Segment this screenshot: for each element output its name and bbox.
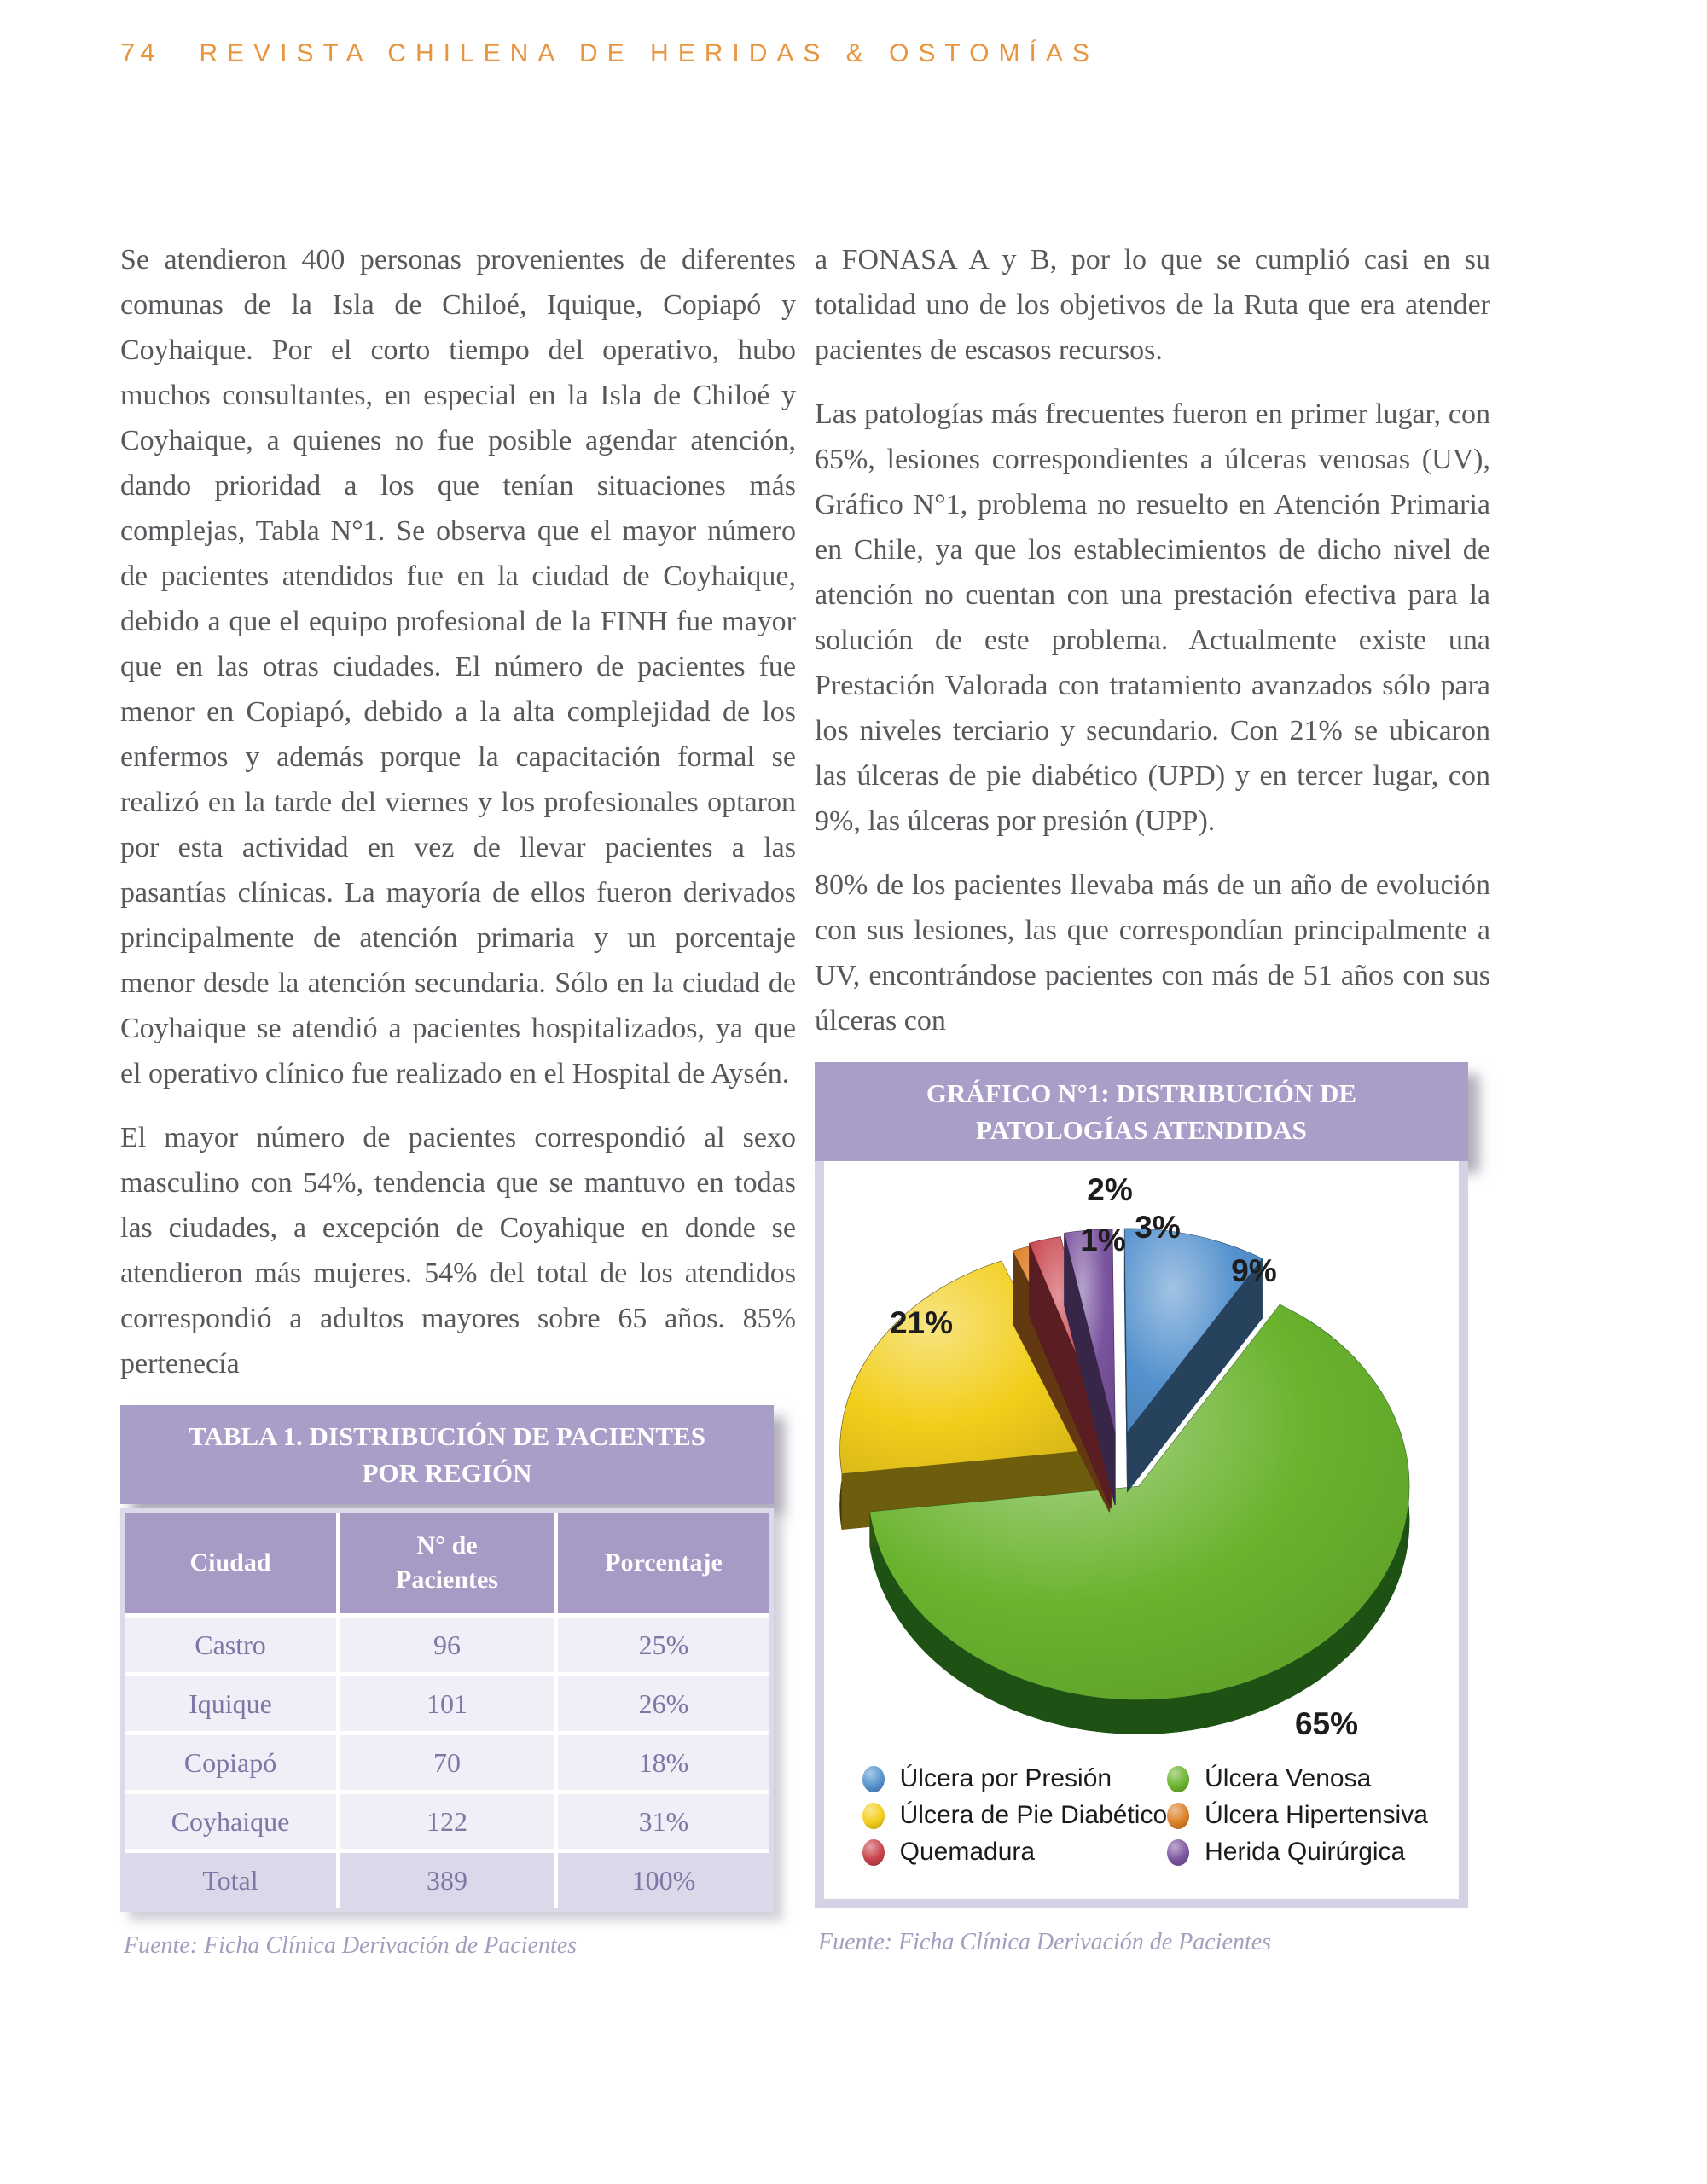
pie-chart — [824, 1161, 1459, 1758]
table-header-cell: Porcentaje — [558, 1513, 769, 1613]
table-source-caption: Fuente: Ficha Clínica Derivación de Pacientes — [124, 1932, 578, 1959]
table-figure — [120, 1405, 774, 1960]
legend-label: Úlcera Venosa — [1205, 1764, 1372, 1792]
legend-color-dot — [1167, 1803, 1189, 1829]
page-number: 74 — [120, 38, 160, 67]
legend-label: Úlcera por Presión — [899, 1764, 1112, 1792]
pie-percentage-label: 21% — [889, 1305, 954, 1340]
table-cell: 100% — [558, 1853, 769, 1908]
legend-label: Herida Quirúrgica — [1205, 1838, 1406, 1866]
pie-percentage-label: 3% — [1135, 1210, 1181, 1245]
table-cell: 18% — [558, 1735, 769, 1790]
legend-color-dot — [1167, 1766, 1189, 1792]
table-title: TABLA 1. DISTRIBUCIÓN DE PACIENTES POR REGIÓN — [120, 1405, 774, 1504]
legend-item — [1167, 1764, 1428, 1793]
table-cell: Total — [125, 1853, 336, 1908]
chart-legend — [862, 1764, 1428, 1867]
legend-item — [862, 1801, 1168, 1830]
table-cell: Castro — [125, 1618, 336, 1672]
legend-color-dot — [862, 1766, 885, 1792]
paragraph: a FONASA A y B, por lo que se cumplió casi en su totalidad uno de los objetivos de la Ruta que era atender pacientes de escasos recursos. — [815, 244, 1490, 366]
table-cell: 31% — [558, 1794, 769, 1849]
legend-label: Quemadura — [899, 1838, 1036, 1866]
table-header-cell: N° de Pacientes — [340, 1513, 554, 1613]
table-cell: 122 — [340, 1794, 554, 1849]
table-cell: 26% — [558, 1676, 769, 1731]
table-cell: Coyhaique — [125, 1794, 336, 1849]
table-cell: 25% — [558, 1618, 769, 1672]
chart-source-caption: Fuente: Ficha Clínica Derivación de Pacientes — [818, 1929, 1272, 1955]
legend-item — [862, 1838, 1168, 1867]
patients-by-region-table — [120, 1508, 774, 1912]
page-header — [120, 38, 1099, 68]
table-cell: Copiapó — [125, 1735, 336, 1790]
chart-title: GRÁFICO N°1: DISTRIBUCIÓN DE PATOLOGÍAS ATENDIDAS — [815, 1062, 1468, 1161]
pie-percentage-label: 2% — [1087, 1172, 1133, 1207]
table-cell: 96 — [340, 1618, 554, 1672]
chart-frame — [815, 1161, 1468, 1908]
legend-column — [862, 1764, 1168, 1867]
paragraph: Se atendieron 400 personas provenientes de diferentes comunas de la Isla de Chiloé, Iquique, Copiapó y Coyhaique. Por el corto tiempo del operativo, hubo muchos consultantes, en especial en la Isla de Chiloé y Coyhaique, a quienes no fue posible agendar atención, dando prioridad a los que tenían situaciones más complejas, Tabla N°1. Se observa que el mayor número de pacientes atendidos fue en la ciudad de Coyhaique, debido a que el equipo profesional de la FINH fue mayor que en las otras ciudades. El número de pacientes fue menor en Copiapó, debido a la alta complejidad de los enfermos y además porque la capacitación formal se realizó en la tarde del viernes y los profesionales optaron por esta actividad en vez de llevar pacientes a las pasantías clínicas. La mayoría de ellos fueron derivados principalmente de atención primaria y un porcentaje menor desde la atención secundaria. Sólo en la ciudad de Coyhaique se atendió a pacientes hospitalizados, ya que el operativo clínico fue realizado en el Hospital de Aysén. — [120, 244, 796, 1089]
paragraph: Las patologías más frecuentes fueron en primer lugar, con 65%, lesiones correspondientes a úlceras venosas (UV), Gráfico N°1, problema no resuelto en Atención Primaria en Chile, ya que los establecimientos de dicho nivel de atención no cuentan con una prestación efectiva para la solución de este problema. Actualmente existe una Prestación Valorada con tratamiento avanzados sólo para los niveles terciario y secundario. Con 21% se ubicaron las úlceras de pie diabético (UPD) y en tercer lugar, con 9%, las úlceras por presión (UPP). — [815, 398, 1490, 837]
chart-figure — [815, 1062, 1468, 1956]
legend-color-dot — [1167, 1839, 1189, 1866]
legend-item — [862, 1764, 1168, 1793]
right-column — [815, 237, 1490, 1956]
paragraph: 80% de los pacientes llevaba más de un año de evolución con sus lesiones, las que correspondían principalmente a UV, encontrándose pacientes con más de 51 años con sus úlceras con — [815, 869, 1490, 1037]
journal-title: REVISTA CHILENA DE HERIDAS & OSTOMÍAS — [199, 39, 1099, 67]
legend-item — [1167, 1801, 1428, 1830]
table-cell: 101 — [340, 1676, 554, 1731]
legend-label: Úlcera Hipertensiva — [1205, 1801, 1428, 1829]
legend-color-dot — [862, 1839, 885, 1866]
table-cell: 389 — [340, 1853, 554, 1908]
table-cell: Iquique — [125, 1676, 336, 1731]
paragraph: El mayor número de pacientes correspondió al sexo masculino con 54%, tendencia que se mantuvo en todas las ciudades, a excepción de Coyahique en donde se atendieron más mujeres. 54% del total de los atendidos correspondió a adultos mayores sobre 65 años. 85% pertenecía — [120, 1122, 796, 1380]
legend-column — [1167, 1764, 1428, 1867]
table-header-cell: Ciudad — [125, 1513, 336, 1613]
legend-item — [1167, 1838, 1428, 1867]
legend-color-dot — [862, 1803, 885, 1829]
left-column — [120, 237, 796, 1960]
table-cell: 70 — [340, 1735, 554, 1790]
pie-percentage-label: 1% — [1080, 1223, 1126, 1258]
pie-percentage-label: 9% — [1231, 1253, 1277, 1288]
pie-percentage-label: 65% — [1294, 1706, 1359, 1741]
legend-label: Úlcera de Pie Diabético — [899, 1801, 1168, 1829]
